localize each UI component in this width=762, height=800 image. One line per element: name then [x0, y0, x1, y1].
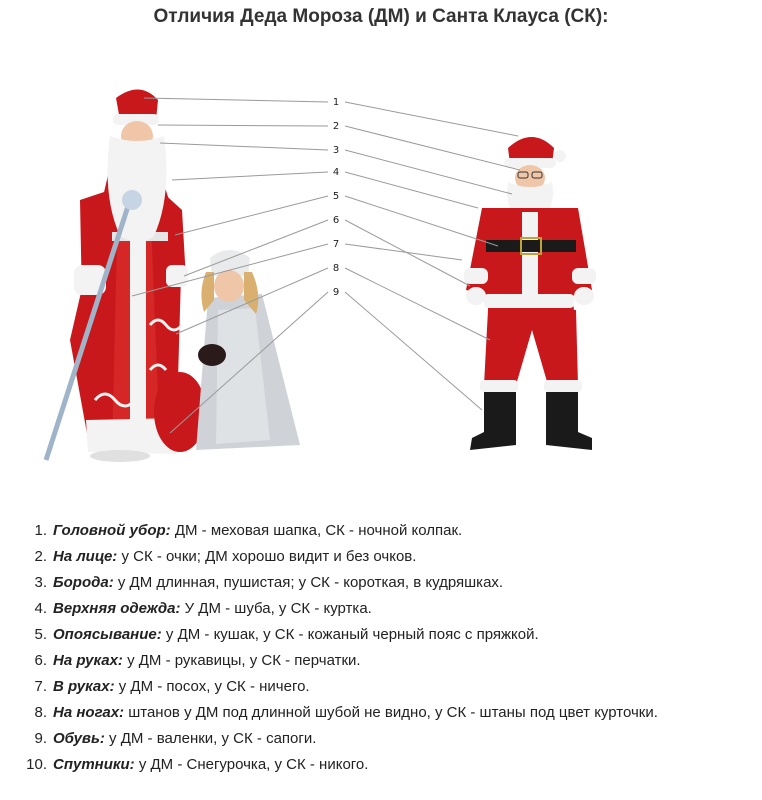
- list-item-key: Головной убор:: [53, 522, 171, 539]
- callout-number-1: 1: [332, 97, 340, 108]
- list-item-key: На руках:: [53, 652, 123, 669]
- list-item-number: 6.: [34, 652, 47, 669]
- callout-line-1-sk: [345, 102, 518, 136]
- list-item-text: У ДМ - шуба, у СК - куртка.: [180, 600, 372, 617]
- differences-list: [0, 518, 762, 778]
- list-item-text: у ДМ - валенки, у СК - сапоги.: [104, 730, 317, 747]
- list-item: [0, 596, 762, 622]
- callout-number-3: 3: [332, 145, 340, 156]
- callout-line-4-dm: [172, 172, 328, 180]
- page-title: Отличия Деда Мороза (ДМ) и Санта Клауса (СК):: [153, 6, 609, 27]
- list-item-text: штанов у ДМ под длинной шубой не видно, у СК - штаны под цвет курточки.: [124, 704, 658, 721]
- list-item-number: 8.: [34, 704, 47, 721]
- list-item-number: 1.: [34, 522, 47, 539]
- list-item-text: у ДМ - кушак, у СК - кожаный черный пояс с пряжкой.: [161, 626, 539, 643]
- list-item-key: На лице:: [53, 548, 118, 565]
- list-item: [0, 570, 762, 596]
- list-item-number: 7.: [34, 678, 47, 695]
- list-item-number: 10.: [26, 756, 47, 773]
- list-item-number: 3.: [34, 574, 47, 591]
- list-item-key: Обувь:: [53, 730, 105, 747]
- callout-line-3-sk: [345, 150, 512, 194]
- list-item-key: Опоясывание:: [53, 626, 162, 643]
- comparison-illustration: [0, 40, 762, 510]
- callout-number-6: 6: [332, 215, 340, 226]
- list-item-number: 9.: [34, 730, 47, 747]
- list-item-text: у ДМ - посох, у СК - ничего.: [114, 678, 310, 695]
- callout-number-8: 8: [332, 263, 340, 274]
- illustration-svg: [0, 40, 762, 510]
- list-item-key: Спутники:: [53, 756, 135, 773]
- list-item: [0, 544, 762, 570]
- callout-line-2-dm: [158, 125, 328, 126]
- callout-numbers: [333, 97, 339, 298]
- list-item-key: На ногах:: [53, 704, 125, 721]
- callout-number-5: 5: [332, 191, 340, 202]
- callout-number-7: 7: [332, 239, 340, 250]
- callout-number-4: 4: [332, 167, 340, 178]
- list-item: [0, 674, 762, 700]
- list-item-key: Борода:: [53, 574, 114, 591]
- list-item: [0, 726, 762, 752]
- list-item: [0, 700, 762, 726]
- callout-line-1-dm: [144, 98, 328, 102]
- callout-line-7-sk: [345, 244, 462, 260]
- list-item-key: В руках:: [53, 678, 115, 695]
- list-item-text: у СК - очки; ДМ хорошо видит и без очков.: [117, 548, 417, 565]
- callout-line-9-sk: [345, 292, 482, 410]
- callout-number-2: 2: [332, 121, 340, 132]
- callout-number-9: 9: [332, 287, 340, 298]
- list-item: [0, 518, 762, 544]
- list-item-number: 4.: [34, 600, 47, 617]
- list-item-text: ДМ - меховая шапка, СК - ночной колпак.: [170, 522, 463, 539]
- list-item: [0, 752, 762, 778]
- callout-line-2-sk: [345, 126, 520, 170]
- list-item-number: 2.: [34, 548, 47, 565]
- list-item-key: Верхняя одежда:: [53, 600, 181, 617]
- santa-claus-figure: [464, 137, 596, 450]
- list-item-text: у ДМ - рукавицы, у СК - перчатки.: [122, 652, 361, 669]
- callout-line-5-sk: [345, 196, 498, 246]
- callout-line-3-dm: [160, 143, 328, 150]
- list-item: [0, 622, 762, 648]
- callout-line-6-dm: [184, 220, 328, 276]
- list-item: [0, 648, 762, 674]
- list-item-number: 5.: [34, 626, 47, 643]
- list-item-text: у ДМ длинная, пушистая; у СК - короткая, в кудряшках.: [113, 574, 504, 591]
- list-item-text: у ДМ - Снегурочка, у СК - никого.: [134, 756, 369, 773]
